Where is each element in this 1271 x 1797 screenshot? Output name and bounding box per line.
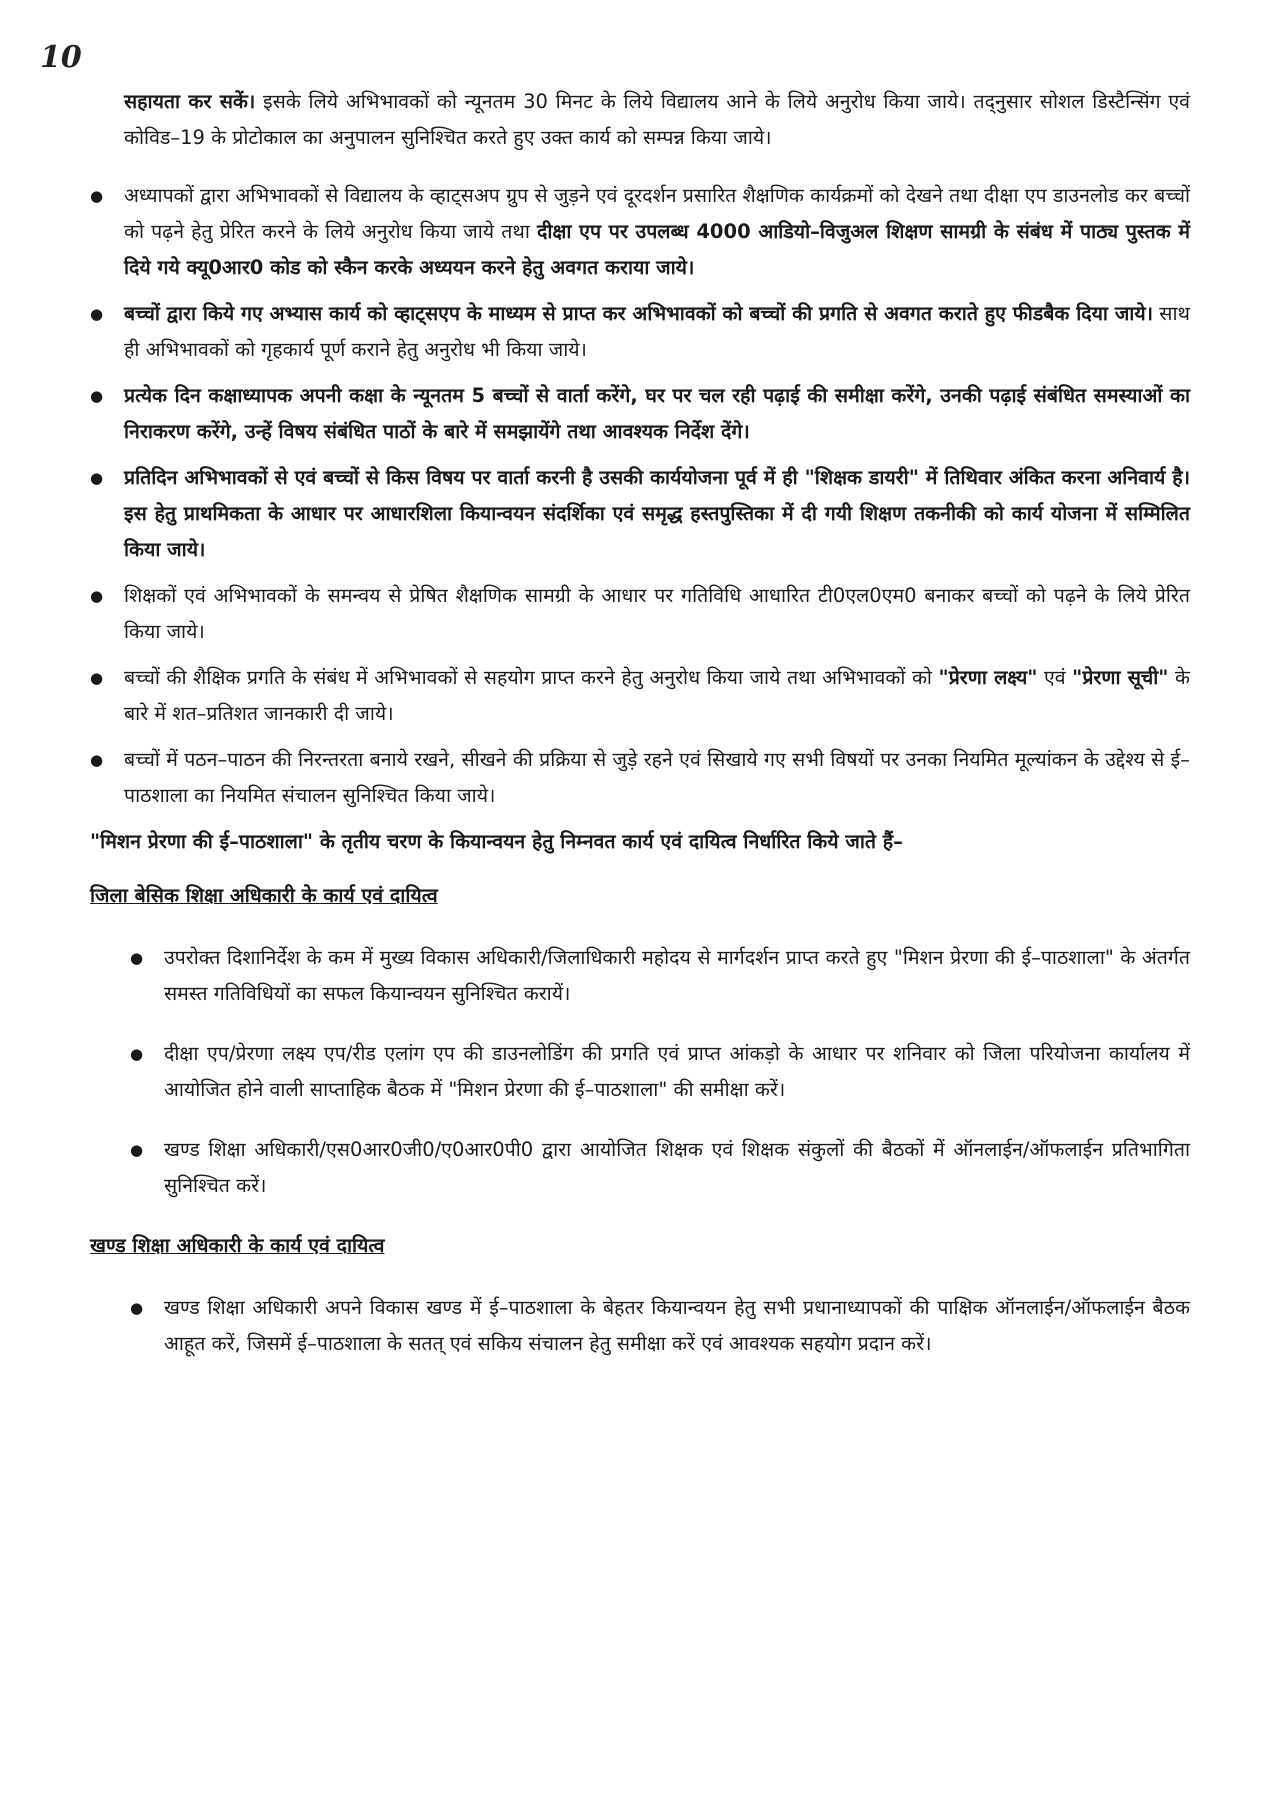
list-item bbox=[90, 578, 1190, 650]
section-heading-dbeo: जिला बेसिक शिक्षा अधिकारी के कार्य एवं दायित्व bbox=[90, 884, 438, 907]
document-body bbox=[90, 84, 1190, 1386]
beo-duties-list bbox=[130, 1290, 1190, 1362]
list-item bbox=[90, 296, 1190, 368]
opening-bold-text: सहायता कर सकें। bbox=[124, 90, 256, 113]
list-item: ● खण्ड शिक्षा अधिकारी अपने विकास खण्ड में ई–पाठशाला के बेहतर कियान्वयन हेतु सभी प्रधानाध्यापकों की पाक्षिक ऑनलाईन/ऑफलाईन बैठक आहूत करें, जिसमें ई–पाठशाला के सतत् एवं सकिय संचालन हेतु समीक्षा करें एवं आवश्यक सहयोग प्रदान करें। bbox=[130, 1290, 1190, 1362]
item-text: अध्यापकों द्वारा अभिभावकों से विद्यालय के व्हाट्सअप ग्रुप से जुड़ने एवं दूरदर्शन प्रसारित शैक्षणिक कार्यक्रमों को देखने तथा दीक्षा एप डाउनलोड कर बच्चों को पढ़ने हेतु प्रेरित करने के लिये अनुरोध किया जाये तथा bbox=[124, 184, 1190, 243]
item-bold-text: दीक्षा एप पर उपलब्ध 4000 आडियो–विजुअल शिक्षण सामग्री के संबंध में पाठ्य पुस्तक में दिये गये क्यू0आर0 कोड को स्कैन करके अध्ययन करने हेतु अवगत कराया जाये। bbox=[124, 220, 1190, 279]
page-number-mark: 10 bbox=[40, 40, 82, 75]
dbeo-duties-list bbox=[130, 940, 1190, 1204]
section-intro: "मिशन प्रेरणा की ई–पाठशाला" के तृतीय चरण के कियान्वयन हेतु निम्नवत कार्य एवं दायित्व निर्धारित किये जाते हैं– bbox=[90, 830, 903, 853]
prerna-lakshya-bold: "प्रेरणा लक्ष्य" bbox=[938, 666, 1038, 689]
list-item bbox=[90, 378, 1190, 450]
list-item: ● खण्ड शिक्षा अधिकारी/एस0आर0जी0/ए0आर0पी0 द्वारा आयोजित शिक्षक एवं शिक्षक संकुलों की बैठकों में ऑनलाईन/ऑफलाईन प्रतिभागिता सुनिश्चित करें। bbox=[130, 1132, 1190, 1204]
list-item: ● उपरोक्त दिशानिर्देश के कम में मुख्य विकास अधिकारी/जिलाधिकारी महोदय से मार्गदर्शन प्राप्त करते हुए "मिशन प्रेरणा की ई–पाठशाला" के अंतर्गत समस्त गतिविधियों का सफल कियान्वयन सुनिश्चित करायें। bbox=[130, 940, 1190, 1012]
list-item bbox=[90, 460, 1190, 568]
item-bold-text: प्रत्येक दिन कक्षाध्यापक अपनी कक्षा के न्यूनतम 5 बच्चों से वार्ता करेंगे, घर पर चल रही पढ़ाई की समीक्षा करेंगे, उनकी पढ़ाई संबंधित समस्याओं का निराकरण करेंगे, उन्हें विषय संबंधित पाठों के बारे में समझायेंगे तथा आवश्यक निर्देश देंगे। bbox=[124, 384, 1190, 443]
item-text: के बारे में शत–प्रतिशत जानकारी दी जाये। bbox=[124, 666, 1190, 725]
list-item bbox=[90, 660, 1190, 732]
item-text: शिक्षकों एवं अभिभावकों के समन्वय से प्रेषित शैक्षणिक सामग्री के आधार पर गतिविधि आधारित टी0एल0एम0 बनाकर बच्चों को पढ़ने के लिये प्रेरित किया जाये। bbox=[124, 584, 1190, 643]
opening-paragraph bbox=[124, 84, 1190, 156]
item-text: एवं bbox=[1037, 666, 1073, 689]
list-item bbox=[90, 178, 1190, 286]
list-item: ● दीक्षा एप/प्रेरणा लक्ष्य एप/रीड एलांग एप की डाउनलोडिंग की प्रगति एवं प्राप्त आंकड़ो के आधार पर शनिवार को जिला परियोजना कार्यालय में आयोजित होने वाली साप्ताहिक बैठक में "मिशन प्रेरणा की ई–पाठशाला" की समीक्षा करें। bbox=[130, 1036, 1190, 1108]
item-text: बच्चों में पठन–पाठन की निरन्तरता बनाये रखने, सीखने की प्रक्रिया से जुड़े रहने एवं सिखाये गए सभी विषयों पर उनका नियमित मूल्यांकन के उद्देश्य से ई–पाठशाला का नियमित संचालन सुनिश्चित किया जाये। bbox=[124, 748, 1190, 807]
list-item bbox=[90, 742, 1190, 814]
section-heading-beo: खण्ड शिक्षा अधिकारी के कार्य एवं दायित्व bbox=[90, 1234, 385, 1257]
prerna-suchi-bold: "प्रेरणा सूची" bbox=[1072, 666, 1169, 689]
opening-text: इसके लिये अभिभावकों को न्यूनतम 30 मिनट के लिये विद्यालय आने के लिये अनुरोध किया जाये। तद्नुसार सोशल डिस्टैन्सिंग एवं कोविड–19 के प्रोटोकाल का अनुपालन सुनिश्चित करते हुए उक्त कार्य को सम्पन्न किया जाये। bbox=[124, 90, 1191, 149]
item-bold-text: बच्चों द्वारा किये गए अभ्यास कार्य को व्हाट्सएप के माध्यम से प्राप्त कर अभिभावकों को बच्चों की प्रगति से अवगत कराते हुए फीडबैक दिया जाये। bbox=[124, 302, 1154, 325]
item-text: बच्चों की शैक्षिक प्रगति के संबंध में अभिभावकों से सहयोग प्राप्त करने हेतु अनुरोध किया जाये तथा अभिभावकों को bbox=[124, 666, 939, 689]
item-bold-text: प्रतिदिन अभिभावकों से एवं बच्चों से किस विषय पर वार्ता करनी है उसकी कार्ययोजना पूर्व में ही "शिक्षक डायरी" में तिथिवार अंकित करना अनिवार्य है। इस हेतु प्राथमिकता के आधार पर आधारशिला कियान्वयन संदर्शिका एवं समृद्ध हस्तपुस्तिका में दी गयी शिक्षण तकनीकी को कार्य योजना में सम्मिलित किया जाये। bbox=[124, 466, 1190, 561]
item-text: साथ ही अभिभावकों को गृहकार्य पूर्ण कराने हेतु अनुरोध भी किया जाये। bbox=[124, 302, 1190, 361]
